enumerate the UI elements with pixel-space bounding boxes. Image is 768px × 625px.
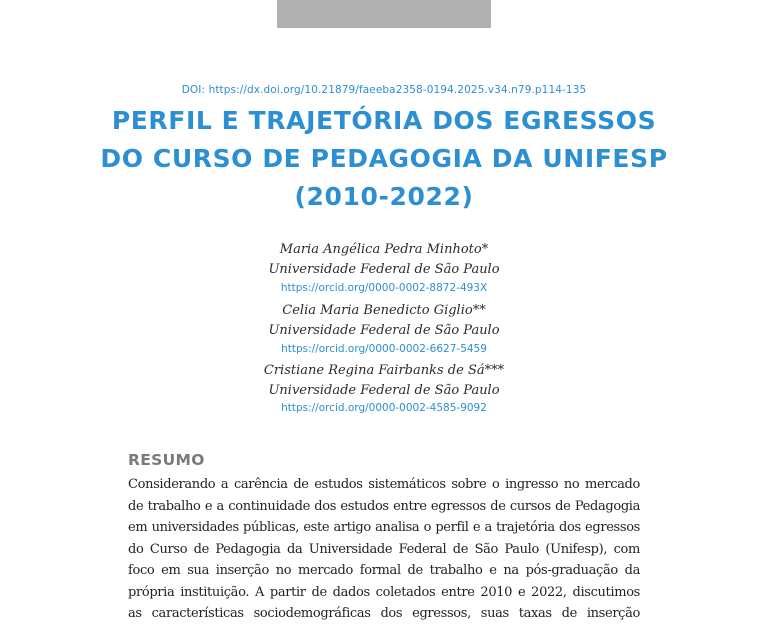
article-title-line-2: DO CURSO DE PEDAGOGIA DA UNIFESP — [100, 144, 668, 173]
author-affiliation: Universidade Federal de São Paulo — [268, 262, 500, 277]
author-name: Celia Maria Benedicto Giglio** — [282, 303, 486, 318]
doi-link[interactable]: DOI: https://dx.doi.org/10.21879/faeeba2358-0194.2025.v34.n79.p114-135 — [181, 84, 587, 96]
abstract-body — [128, 474, 640, 625]
author-affiliation: Universidade Federal de São Paulo — [268, 323, 500, 338]
article-title-line-3: (2010-2022) — [294, 182, 474, 211]
abstract-line: Considerando a carência de estudos sistemáticos sobre o ingresso no mercado — [128, 477, 640, 492]
abstract-line: as características sociodemográficas dos egressos, suas taxas de inserção — [128, 606, 640, 621]
header-tab — [277, 0, 491, 28]
article-title-line-1: PERFIL E TRAJETÓRIA DOS EGRESSOS — [111, 106, 657, 135]
author-orcid-link[interactable]: https://orcid.org/0000-0002-6627-5459 — [281, 343, 487, 355]
author-name: Cristiane Regina Fairbanks de Sá*** — [263, 363, 505, 378]
abstract-heading: RESUMO — [128, 451, 205, 469]
author-orcid-link[interactable]: https://orcid.org/0000-0002-8872-493X — [280, 282, 488, 294]
abstract-line: foco em sua inserção no mercado formal de trabalho e na pós-graduação da — [128, 563, 640, 578]
abstract-line: em universidades públicas, este artigo analisa o perfil e a trajetória dos egressos — [128, 520, 640, 535]
abstract-line: do Curso de Pedagogia da Universidade Federal de São Paulo (Unifesp), com — [128, 541, 640, 557]
abstract-line: própria instituição. A partir de dados coletados entre 2010 e 2022, discutimos — [128, 584, 640, 600]
abstract-line: de trabalho e a continuidade dos estudos entre egressos de cursos de Pedagogia — [128, 498, 640, 514]
author-orcid-link[interactable]: https://orcid.org/0000-0002-4585-9092 — [281, 402, 487, 414]
author-name: Maria Angélica Pedra Minhoto* — [279, 242, 489, 257]
author-affiliation: Universidade Federal de São Paulo — [268, 383, 500, 398]
